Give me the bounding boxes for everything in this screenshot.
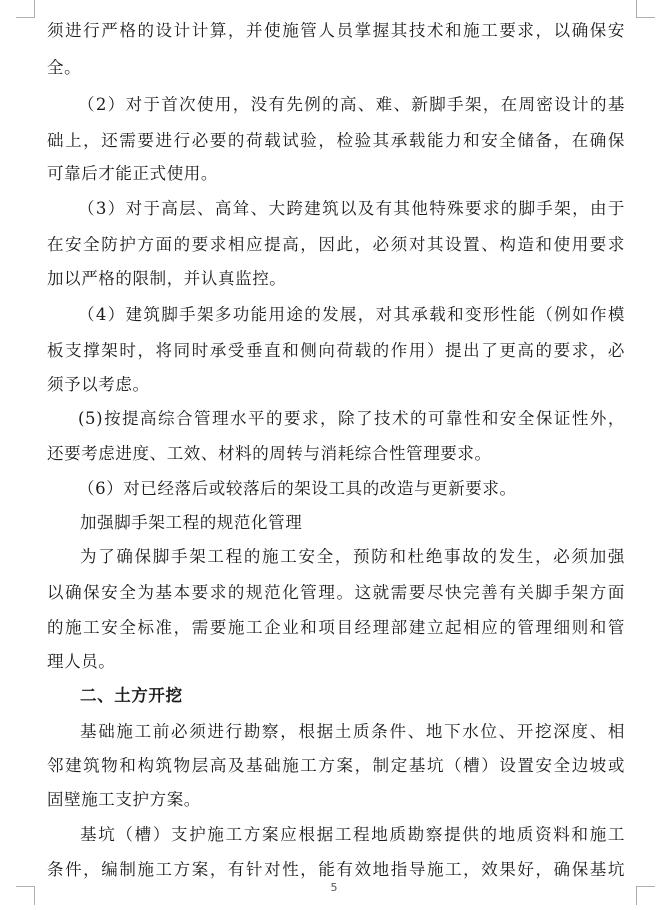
text-line: （4）建筑脚手架多功能用途的发展，对其承载和变形性能（例如作模: [78, 305, 625, 324]
text-line: 固壁施工支护方案。: [47, 790, 201, 809]
text-line: 全。: [47, 58, 82, 77]
page-number: 5: [330, 881, 338, 894]
text-line: 的施工安全标准，需要施工企业和项目经理部建立起相应的管理细则和管: [47, 618, 625, 637]
corner-mark-top-left: [16, 0, 35, 18]
text-line: 础上，还需要进行必要的荷载试验，检验其承载能力和安全储备，在确保: [47, 131, 625, 150]
text-line: 为了确保脚手架工程的施工安全，预防和杜绝事故的发生，必须加强: [80, 547, 625, 566]
text-line: 以确保安全为基本要求的规范化管理。这就需要尽快完善有关脚手架方面: [47, 583, 625, 602]
text-line: (5)按提高综合管理水平的要求，除了技术的可靠性和安全保证性外，: [78, 409, 625, 428]
text-line: 基础施工前必须进行勘察，根据土质条件、地下水位、开挖深度、相: [80, 722, 625, 741]
text-line: （2）对于首次使用，没有先例的高、难、新脚手架，在周密设计的基: [78, 95, 625, 114]
text-line: 加强脚手架工程的规范化管理: [80, 513, 303, 532]
text-line: 板支撑架时，将同时承受垂直和侧向荷载的作用）提出了更高的要求，必: [47, 341, 625, 360]
text-line: 在安全防护方面的要求相应提高，因此，必须对其设置、构造和使用要求: [47, 235, 625, 254]
text-line: 还要考虑进度、工效、材料的周转与消耗综合性管理要求。: [47, 444, 492, 463]
text-line: 条件，编制施工方案，有针对性，能有效地指导施工，效果好，确保基坑: [47, 860, 625, 879]
corner-mark-top-right: [636, 0, 655, 18]
text-line: 理人员。: [47, 652, 116, 671]
text-line: 可靠后才能正式使用。: [47, 164, 218, 183]
text-line: （6）对已经落后或较落后的架设工具的改造与更新要求。: [78, 479, 517, 498]
text-line: 邻建筑物和构筑物层高及基础施工方案，制定基坑（槽）设置安全边坡或: [47, 756, 625, 775]
text-line: 须进行严格的设计计算，并使施管人员掌握其技术和施工要求，以确保安: [47, 21, 625, 40]
text-line: 须予以考虑。: [47, 375, 150, 394]
text-line: 基坑（槽）支护施工方案应根据工程地质勘察提供的地质资料和施工: [80, 825, 625, 844]
text-line: 加以严格的限制，并认真监控。: [47, 269, 287, 288]
text-line: （3）对于高层、高耸、大跨建筑以及有其他特殊要求的脚手架，由于: [78, 199, 625, 218]
section-heading: 二、土方开挖: [80, 686, 183, 705]
